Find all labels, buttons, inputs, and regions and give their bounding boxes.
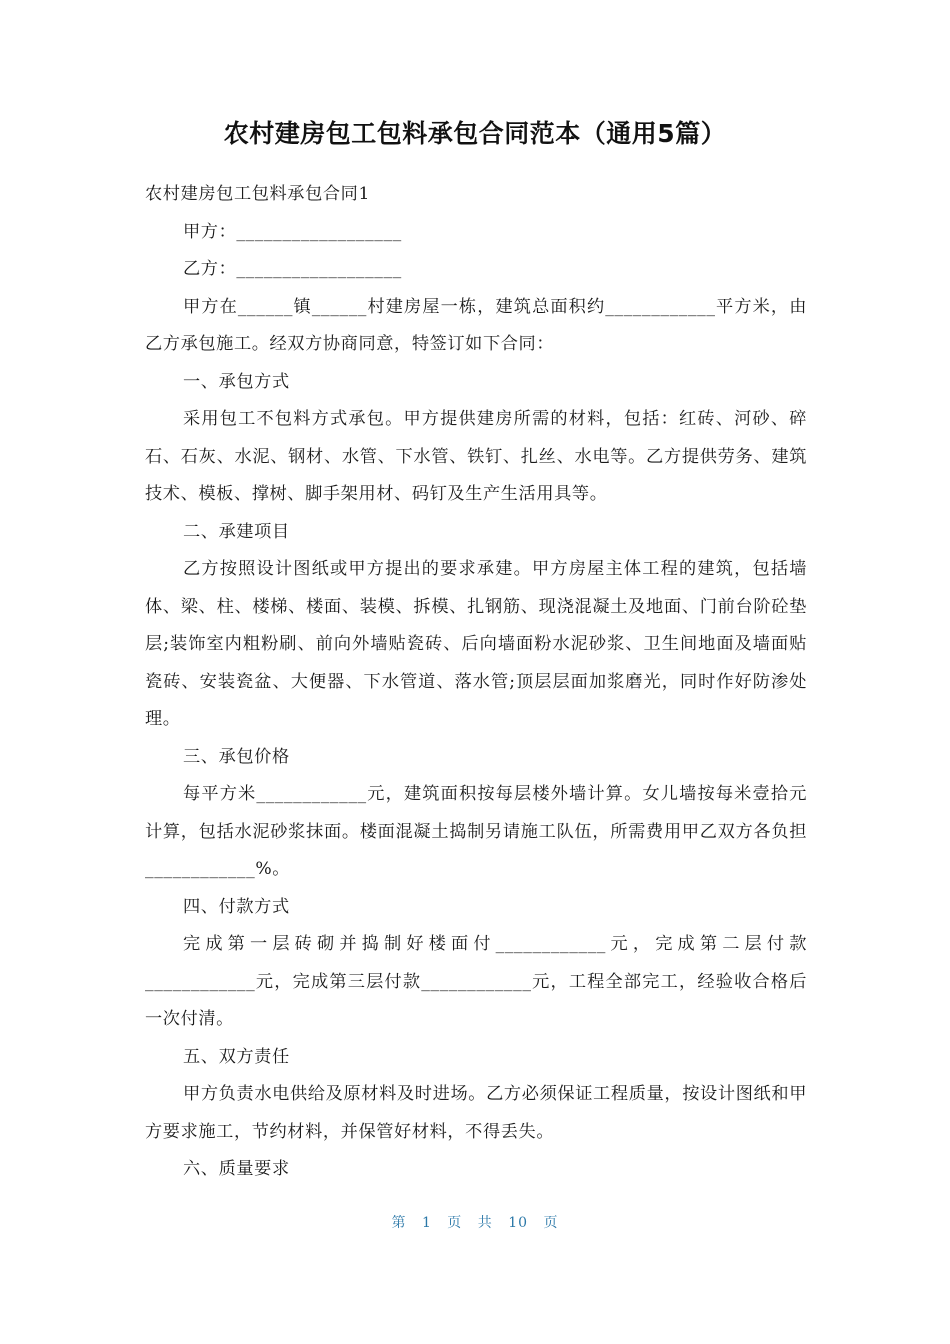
- document-title: 农村建房包工包料承包合同范本（通用5篇）: [223, 119, 727, 148]
- section-body-2: 乙方按照设计图纸或甲方提出的要求承建。甲方房屋主体工程的建筑，包括墙体、梁、柱、楼梯、楼面、装模、拆模、扎钢筋、现浇混凝土及地面、门前台阶砼垫层;装饰室内粗粉刷、前向外墙贴瓷砖、后向墙面粉水泥砂浆、卫生间地面及墙面贴瓷砖、安装瓷盆、大便器、下水管道、落水管;顶层层面加浆磨光，同时作好防渗处理。: [145, 559, 807, 729]
- intro-paragraph: 甲方在______镇______村建房屋一栋，建筑总面积约____________平方米，由乙方承包施工。经双方协商同意，特签订如下合同：: [145, 296, 807, 354]
- section-heading-2: 二、承建项目: [183, 521, 290, 542]
- section-heading-5: 五、双方责任: [183, 1046, 290, 1067]
- document-body: [145, 176, 807, 1189]
- section-body-3: 每平方米____________元，建筑面积按每层楼外墙计算。女儿墙按每米壹拾元计算，包括水泥砂浆抹面。楼面混凝土捣制另请施工队伍，所需费用甲乙双方各负担____________%。: [145, 784, 807, 879]
- section-body-1: 采用包工不包料方式承包。甲方提供建房所需的材料，包括：红砖、河砂、碎石、石灰、水泥、钢材、水管、下水管、铁钉、扎丝、水电等。乙方提供劳务、建筑技术、模板、撑树、脚手架用材、码钉及生产生活用具等。: [145, 409, 807, 504]
- party-b-line: 乙方：__________________: [183, 259, 402, 279]
- section-heading-4: 四、付款方式: [183, 896, 290, 917]
- page-footer: 第 1 页 共 10 页: [391, 1215, 559, 1231]
- party-a-line: 甲方：__________________: [183, 221, 402, 242]
- subtitle-contract-1: 农村建房包工包料承包合同1: [145, 184, 370, 204]
- section-heading-3: 三、承包价格: [183, 746, 290, 767]
- section-heading-6: 六、质量要求: [183, 1159, 290, 1179]
- section-heading-1: 一、承包方式: [183, 371, 290, 392]
- section-body-4: 完成第一层砖砌并捣制好楼面付____________元，完成第二层付款____________元，完成第三层付款____________元，工程全部完工，经验收合格后一次付清。: [145, 934, 807, 1029]
- section-body-5: 甲方负责水电供给及原材料及时进场。乙方必须保证工程质量，按设计图纸和甲方要求施工，节约材料，并保管好材料，不得丢失。: [145, 1084, 807, 1142]
